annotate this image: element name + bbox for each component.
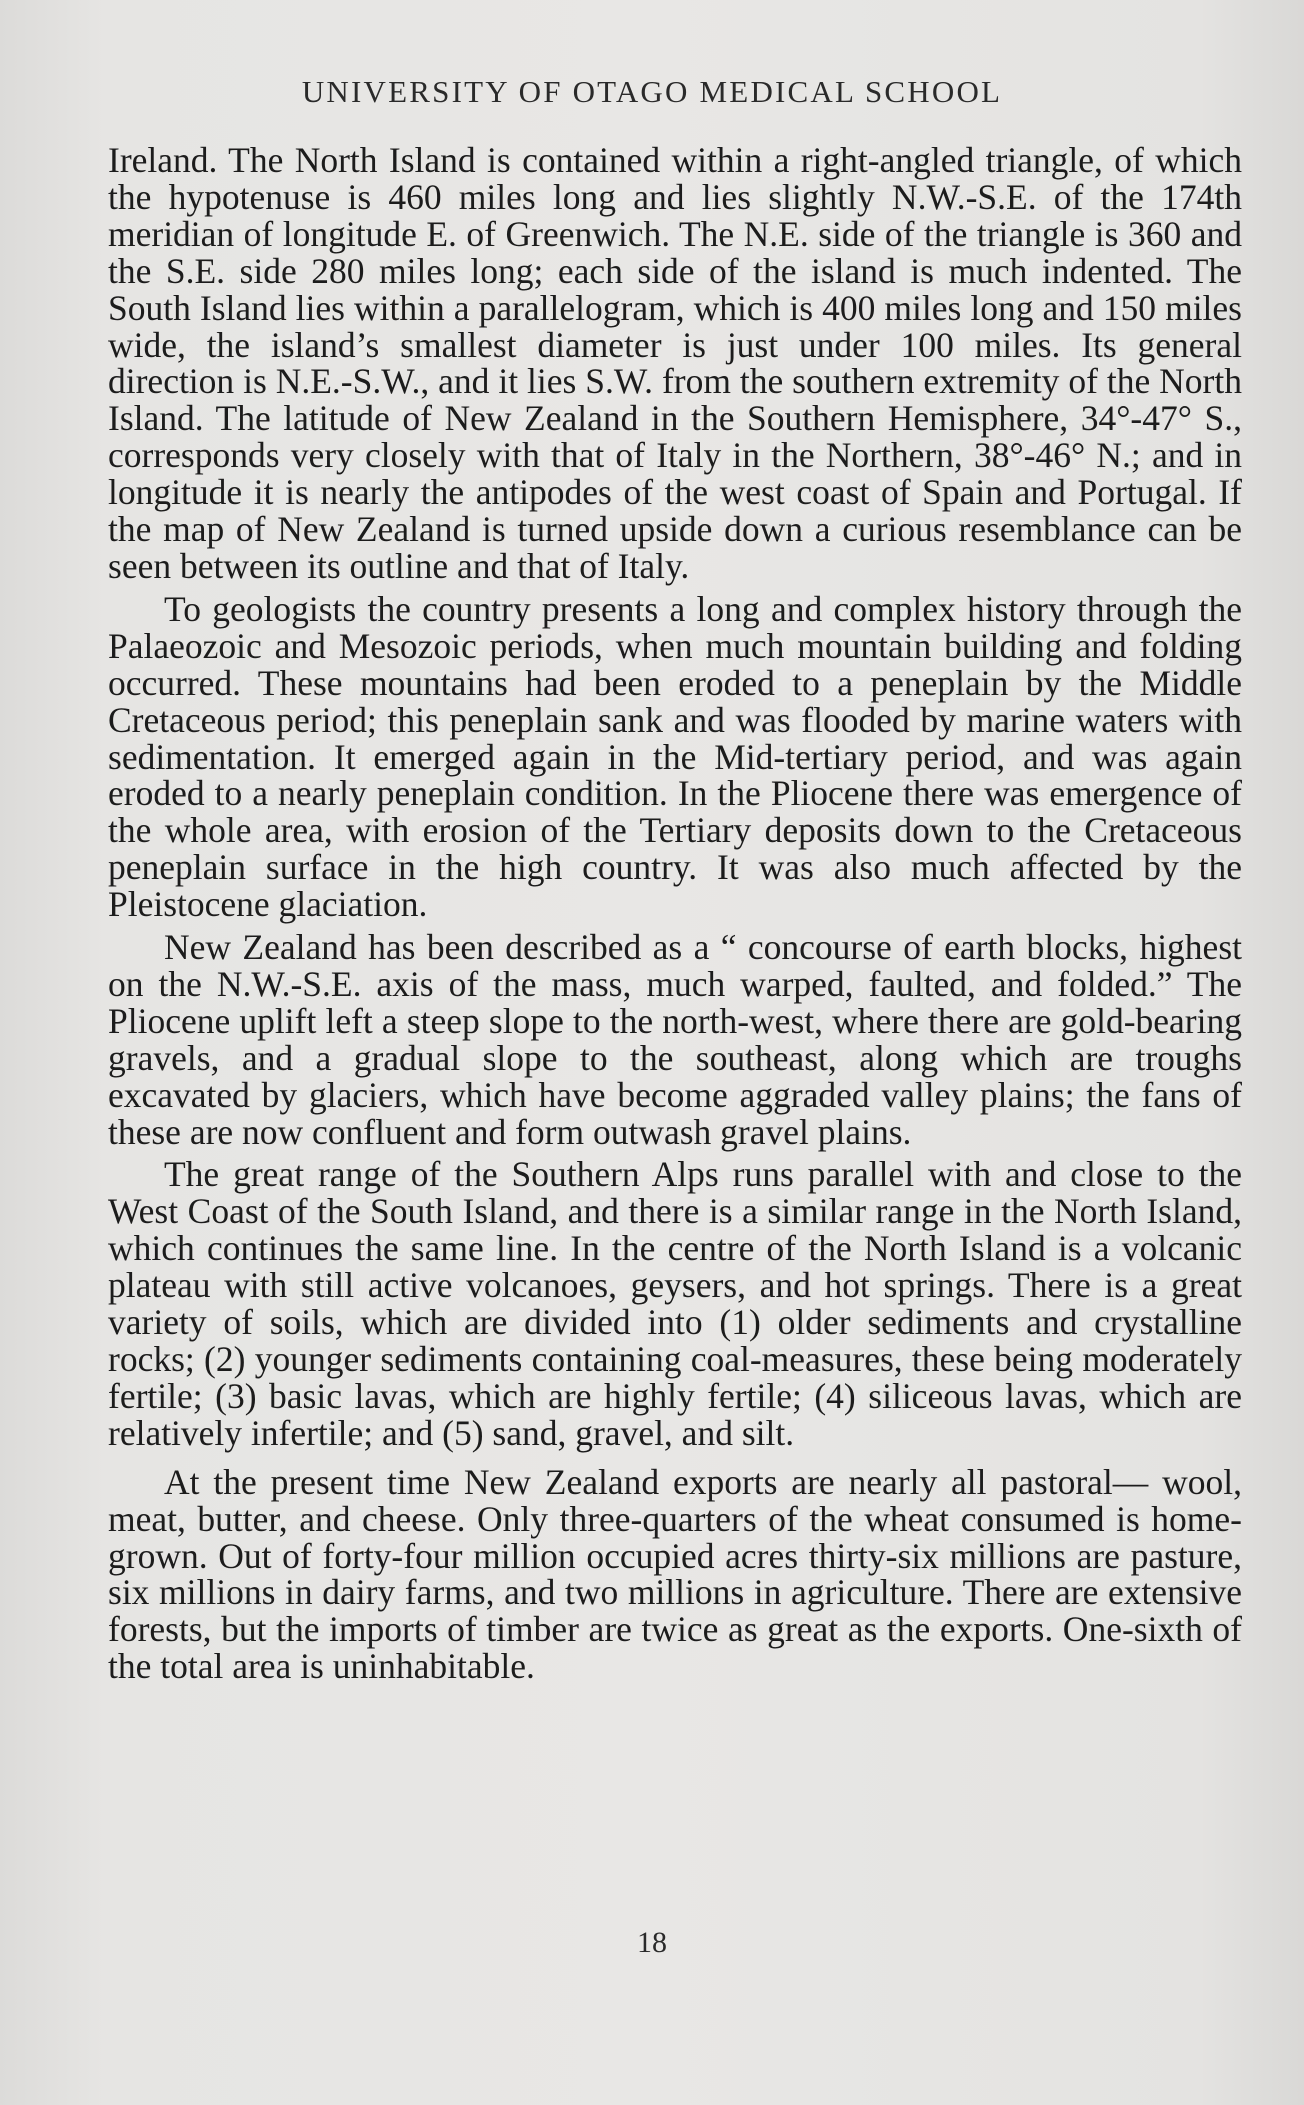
paragraph-geology: To geologists the country presents a long and complex history through the Palaeozoic and Mesozoic periods, when much mountain building and folding occurred. These mountains had been eroded to a peneplain by the Middle Cretaceous period; this peneplain sank and was flooded by marine waters with sedimentation. It emerged again in the Mid-tertiary period, and was again eroded to a nearly peneplain condition. In the Pliocene there was emergence of the whole area, with erosion of the Tertiary deposits down to the Cretaceous peneplain surface in the high country. It was also much affected by the Pleistocene glaciation. [108, 588, 1242, 925]
paragraph-southern-alps: The great range of the Southern Alps runs parallel with and close to the West Coast of the South Island, and there is a similar range in the North Island, which continues the same line. In the centre of the North Island is a volcanic plateau with still active volcanoes, geysers, and hot springs. There is a great variety of soils, which are divided into (1) older sediments and crystalline rocks; (2) younger sediments containing coal-measures, these being moderately fertile; (3) basic lavas, which are highly fertile; (4) siliceous lavas, which are relatively infertile; and (5) sand, gravel, and silt. [108, 1154, 1242, 1453]
paragraph-continuation: Ireland. The North Island is contained within a right-angled triangle, of which the hypotenuse is 460 miles long and lies slightly N.W.-S.E. of the 174th meridian of longitude E. of Greenwich. The N.E. side of the triangle is 360 and the S.E. side 280 miles long; each side of the island is much indented. The South Island lies within a parallelogram, which is 400 miles long and 150 miles wide, the island’s smallest diameter is just under 100 miles. Its general direction is N.E.-S.W., and it lies S.W. from the southern extremity of the North Island. The latitude of New Zealand in the Southern Hemisphere, 34°-47° S., corresponds very closely with that of Italy in the Northern, 38°-46° N.; and in longitude it is nearly the antipodes of the west coast of Spain and Portugal. If the map of New Zealand is turned upside down a curious resemblance can be seen between its outline and that of Italy. [108, 140, 1242, 586]
running-header: UNIVERSITY OF OTAGO MEDICAL SCHOOL [301, 74, 1003, 109]
paragraph-earth-blocks: New Zealand has been described as a “ concourse of earth blocks, highest on the N.W.-S.E. axis of the mass, much warped, faulted, and folded.” The Pliocene uplift left a steep slope to the north-west, where there are gold-bearing gravels, and a gradual slope to the southeast, along which are troughs excavated by glaciers, which have become aggraded valley plains; the fans of these are now confluent and form outwash gravel plains. [108, 927, 1242, 1152]
page-number: 18 [637, 1926, 667, 1959]
body-text [108, 142, 1242, 1685]
paragraph-exports: At the present time New Zealand exports are nearly all pastoral— wool, meat, butter, and cheese. Only three-quarters of the wheat consumed is home-grown. Out of forty-four million occupied acres thirty-six millions are pasture, six millions in dairy farms, and two millions in agriculture. There are extensive forests, but the imports of timber are twice as great as the exports. One-sixth of the total area is uninhabitable. [108, 1461, 1242, 1687]
